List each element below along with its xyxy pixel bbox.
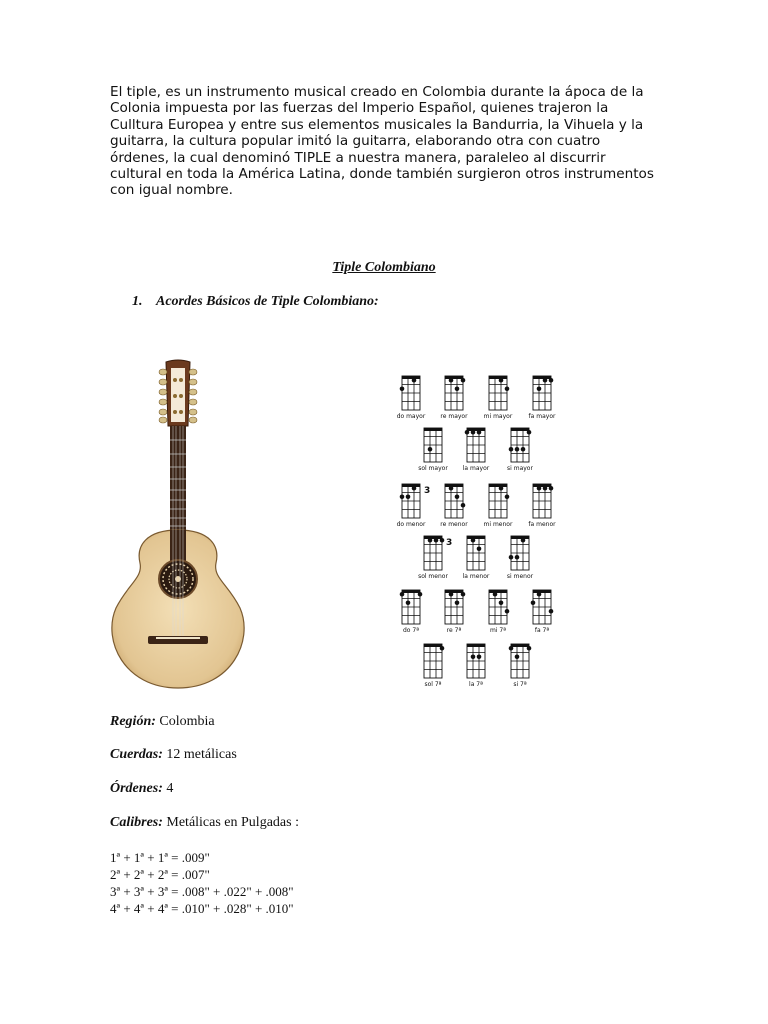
chord-label: la mayor xyxy=(462,465,490,472)
chord-dot xyxy=(449,378,454,383)
chord-dot xyxy=(461,378,466,383)
chord-diagram xyxy=(463,536,490,580)
chord-label: mi 7ª xyxy=(489,627,507,634)
gauge-line: 3ª + 3ª + 3ª = .008" + .022" + .008" xyxy=(110,884,294,899)
chord-diagram xyxy=(529,376,556,420)
chord-label: sol menor xyxy=(418,573,448,580)
chord-dot xyxy=(471,430,476,435)
chord-nut xyxy=(533,590,551,593)
chord-label: la 7ª xyxy=(469,681,483,688)
chord-diagram xyxy=(507,428,533,472)
chord-nut xyxy=(489,376,507,379)
chord-diagram xyxy=(528,484,556,528)
page-title: Tiple Colombiano xyxy=(332,260,436,275)
chord-nut xyxy=(467,644,485,647)
chord-dot xyxy=(455,600,460,605)
gauge-list xyxy=(110,849,294,917)
spec-region-value: Colombia xyxy=(155,714,215,729)
chord-fret-number: 3 xyxy=(446,538,453,548)
chord-dot xyxy=(465,430,470,435)
chord-diagram xyxy=(484,484,513,528)
chord-diagram xyxy=(400,590,423,634)
spec-strings xyxy=(110,747,237,763)
chord-nut xyxy=(511,644,529,647)
chord-dot xyxy=(434,538,439,543)
chord-label: mi mayor xyxy=(483,413,513,420)
chord-dot xyxy=(521,447,526,452)
spec-region-label: Región: xyxy=(110,714,156,729)
chord-label: re menor xyxy=(440,521,468,528)
chord-dot xyxy=(428,447,433,452)
section-text: Acordes Básicos de Tiple Colombiano: xyxy=(156,294,379,309)
chord-dot xyxy=(499,600,504,605)
chord-label: re mayor xyxy=(440,413,468,420)
chord-diagram xyxy=(397,376,426,420)
chord-label: sol mayor xyxy=(418,465,448,472)
chord-label: do mayor xyxy=(396,413,426,420)
chord-diagram xyxy=(397,484,431,528)
tiple-image xyxy=(106,358,246,690)
chord-dot xyxy=(455,494,460,499)
spec-region xyxy=(110,714,215,730)
spec-gauges xyxy=(110,815,299,831)
chord-dot xyxy=(531,600,536,605)
chord-dot xyxy=(461,503,466,508)
chord-dot xyxy=(505,386,510,391)
spec-gauges-label: Calibres: xyxy=(110,815,163,830)
chord-dot xyxy=(449,592,454,597)
chord-label: la menor xyxy=(462,573,490,580)
chord-dot xyxy=(537,486,542,491)
chord-label: si 7ª xyxy=(513,681,527,688)
chord-dot xyxy=(521,538,526,543)
chord-label: fa menor xyxy=(528,521,556,528)
chord-dot xyxy=(440,538,445,543)
chord-dot xyxy=(537,592,542,597)
chord-diagram xyxy=(418,536,452,580)
chord-dot xyxy=(477,430,482,435)
chord-dot xyxy=(412,486,417,491)
chord-nut xyxy=(467,428,485,431)
chord-dot xyxy=(505,609,510,614)
gauge-line: 1ª + 1ª + 1ª = .009" xyxy=(110,850,210,865)
spec-orders-value: 4 xyxy=(162,781,174,796)
chord-dot xyxy=(543,486,548,491)
chord-diagram xyxy=(489,590,509,634)
chord-nut xyxy=(489,484,507,487)
chord-dot xyxy=(428,538,433,543)
chord-nut xyxy=(533,484,551,487)
chord-dot xyxy=(505,494,510,499)
gauge-line: 2ª + 2ª + 2ª = .007" xyxy=(110,867,210,882)
chord-dot xyxy=(412,378,417,383)
chord-dot xyxy=(477,546,482,551)
chord-label: fa 7ª xyxy=(534,627,550,634)
chord-dot xyxy=(549,378,554,383)
chord-label: mi menor xyxy=(483,521,513,528)
chord-dot xyxy=(406,494,411,499)
chord-label: re 7ª xyxy=(446,627,462,634)
chord-diagram xyxy=(445,590,465,634)
chord-dot xyxy=(471,538,476,543)
chord-dot xyxy=(537,386,542,391)
chord-dot xyxy=(477,654,482,659)
section-heading xyxy=(132,294,379,310)
chord-dot xyxy=(515,555,520,560)
spec-orders xyxy=(110,781,173,797)
chord-label: si menor xyxy=(506,573,534,580)
chord-label: do menor xyxy=(396,521,426,528)
chord-nut xyxy=(489,590,507,593)
chord-dot xyxy=(418,592,423,597)
spec-gauges-value: Metálicas en Pulgadas : xyxy=(162,815,299,830)
section-number: 1. xyxy=(132,294,143,309)
chord-dot xyxy=(515,654,520,659)
chord-nut xyxy=(467,536,485,539)
chord-diagram xyxy=(440,376,468,420)
spec-strings-label: Cuerdas: xyxy=(110,747,163,762)
chord-diagram xyxy=(467,644,485,688)
chord-label: si mayor xyxy=(507,465,533,472)
chord-dot xyxy=(549,609,554,614)
chord-nut xyxy=(445,376,463,379)
chord-nut xyxy=(424,428,442,431)
chord-label: fa mayor xyxy=(528,413,556,420)
chord-label: do 7ª xyxy=(402,627,420,634)
chord-chart xyxy=(390,370,570,700)
chord-nut xyxy=(445,590,463,593)
chord-dot xyxy=(515,447,520,452)
spec-orders-label: Órdenes: xyxy=(110,781,163,796)
chord-nut xyxy=(511,428,529,431)
chord-dot xyxy=(493,592,498,597)
chord-diagram xyxy=(440,484,468,528)
chord-dot xyxy=(471,654,476,659)
chord-fret-number: 3 xyxy=(424,486,431,496)
chord-label: sol 7ª xyxy=(424,681,442,688)
spec-strings-value: 12 metálicas xyxy=(162,747,237,762)
chord-dot xyxy=(400,386,405,391)
chord-nut xyxy=(424,536,442,539)
chord-diagram xyxy=(507,536,534,580)
chord-dot xyxy=(461,592,466,597)
chord-dot xyxy=(406,600,411,605)
chord-diagram xyxy=(463,428,490,472)
gauge-line: 4ª + 4ª + 4ª = .010" + .028" + .010" xyxy=(110,901,294,916)
chord-nut xyxy=(511,536,529,539)
chord-dot xyxy=(509,646,514,651)
chord-diagram xyxy=(509,644,532,688)
chord-diagram xyxy=(424,644,444,688)
chord-nut xyxy=(424,644,442,647)
chord-dot xyxy=(400,592,405,597)
chord-dot xyxy=(543,378,548,383)
chord-dot xyxy=(449,486,454,491)
chord-nut xyxy=(445,484,463,487)
chord-dot xyxy=(499,486,504,491)
chord-nut xyxy=(402,484,420,487)
chord-dot xyxy=(527,430,532,435)
chord-diagram xyxy=(418,428,448,472)
chord-diagram xyxy=(531,590,554,634)
chord-dot xyxy=(499,378,504,383)
chord-dot xyxy=(549,486,554,491)
chord-dot xyxy=(440,646,445,651)
chord-diagram xyxy=(484,376,513,420)
chord-nut xyxy=(533,376,551,379)
chord-dot xyxy=(509,447,514,452)
chord-dot xyxy=(527,646,532,651)
chord-dot xyxy=(509,555,514,560)
chord-dot xyxy=(400,494,405,499)
chord-dot xyxy=(455,386,460,391)
chord-nut xyxy=(402,590,420,593)
chord-nut xyxy=(402,376,420,379)
intro-paragraph: El tiple, es un instrumento musical creado en Colombia durante la ápoca de la Colonia impuesta por las fuerzas del Imperio Español, quienes trajeron la Culltura Europea y entre sus elementos musicales la Bandurria, la Vihuela y la guitarra, la cultura popular imitó la guitarra, elaborando otra con cuatro órdenes, la cual denominó TIPLE a nuestra manera, paraleleo al discurrir cultural en toda la América Latina, donde también surgieron otros instrumentos con igual nombre. xyxy=(110,84,654,199)
